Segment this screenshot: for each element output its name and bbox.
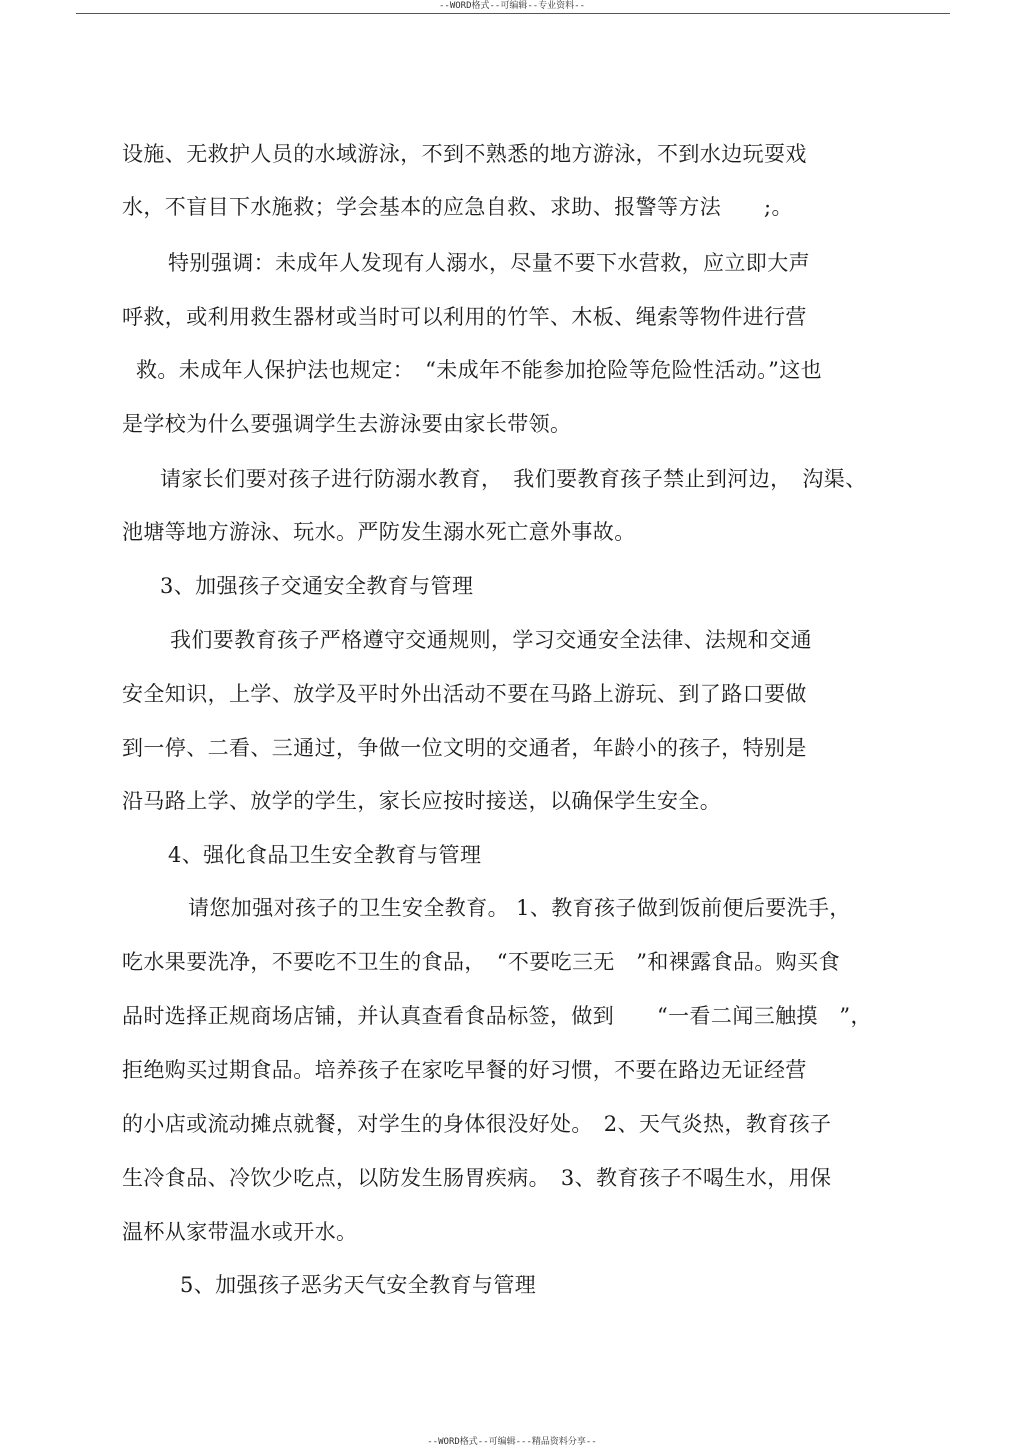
paragraph-line: 特别强调：未成年人发现有人溺水，尽量不要下水营救，应立即大声 (168, 251, 810, 275)
paragraph-line: 我们要教育孩子严格遵守交通规则，学习交通安全法律、法规和交通 (170, 628, 812, 652)
paragraph-line: 是学校为什么要强调学生去游泳要由家长带领。 (122, 412, 572, 436)
paragraph-line: 安全知识，上学、放学及平时外出活动不要在马路上游玩、到了路口要做 (122, 682, 807, 706)
paragraph-line: 品时选择正规商场店铺，并认真查看食品标签，做到 “一看二闻三触摸 ”， (122, 1004, 872, 1028)
page-footer: --WORD格式--可编辑---精品资料分享-- (427, 1437, 597, 1447)
paragraph-line: 设施、无救护人员的水域游泳，不到不熟悉的地方游泳，不到水边玩耍戏 (122, 142, 807, 166)
paragraph-line: 到一停、二看、三通过，争做一位文明的交通者，年龄小的孩子，特别是 (122, 736, 807, 760)
paragraph-line: 救。未成年人保护法也规定： “未成年不能参加抢险等危险性活动。”这也 (136, 358, 823, 382)
page-header: --WORD格式--可编辑--专业资料-- (438, 1, 586, 11)
paragraph-line: 的小店或流动摊点就餐，对学生的身体很没好处。 2、天气炎热，教育孩子 (122, 1112, 832, 1136)
section-heading: 5、加强孩子恶劣天气安全教育与管理 (180, 1273, 537, 1297)
paragraph-line: 生冷食品、冷饮少吃点，以防发生肠胃疾病。 3、教育孩子不喝生水，用保 (122, 1166, 832, 1190)
section-heading: 4、强化食品卫生安全教育与管理 (168, 843, 482, 867)
paragraph-line: 水，不盲目下水施救；学会基本的应急自救、求助、报警等方法 ;。 (122, 195, 793, 219)
paragraph-line: 吃水果要洗净，不要吃不卫生的食品， “不要吃三无 ”和裸露食品。购买食 (122, 950, 840, 974)
paragraph-line: 池塘等地方游泳、玩水。严防发生溺水死亡意外事故。 (122, 520, 636, 544)
paragraph-line: 请家长们要对孩子进行防溺水教育， 我们要教育孩子禁止到河边， 沟渠、 (160, 467, 867, 491)
paragraph-line: 请您加强对孩子的卫生安全教育。 1、教育孩子做到饭前便后要洗手， (188, 896, 851, 920)
paragraph-line: 呼救，或利用救生器材或当时可以利用的竹竿、木板、绳索等物件进行营 (122, 305, 807, 329)
section-heading: 3、加强孩子交通安全教育与管理 (160, 574, 474, 598)
paragraph-line: 拒绝购买过期食品。培养孩子在家吃早餐的好习惯，不要在路边无证经营 (122, 1058, 807, 1082)
header-divider (76, 13, 950, 14)
paragraph-line: 沿马路上学、放学的学生，家长应按时接送，以确保学生安全。 (122, 789, 722, 813)
paragraph-line: 温杯从家带温水或开水。 (122, 1220, 358, 1244)
